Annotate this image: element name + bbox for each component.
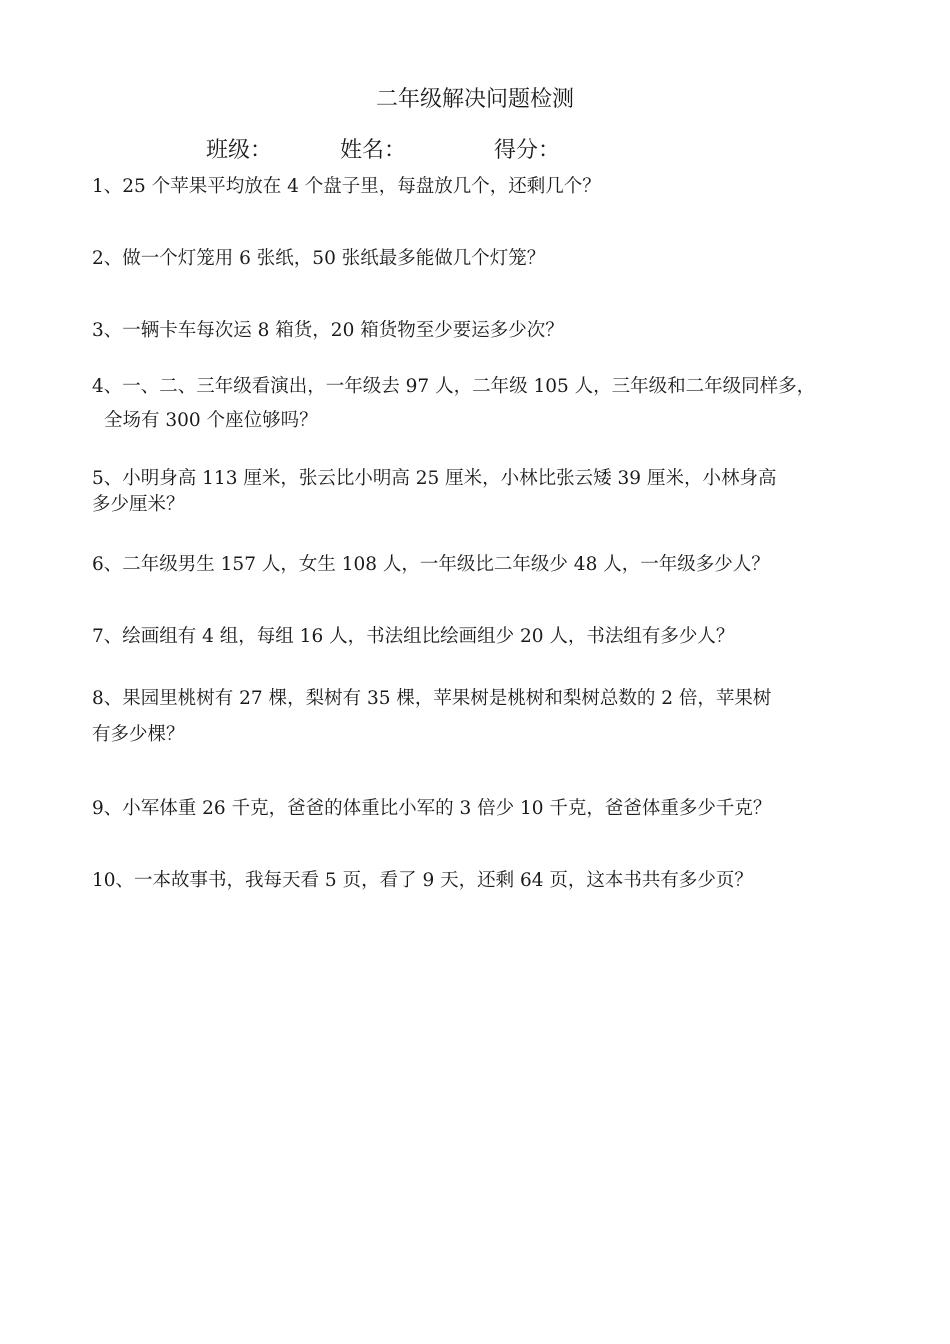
question-9-text: 9、小军体重 26 千克，爸爸的体重比小军的 3 倍少 10 千克，爸爸体重多少千克？	[92, 798, 772, 819]
question-10-text: 10、一本故事书，我每天看 5 页，看了 9 天，还剩 64 页，这本书共有多少页？	[92, 870, 753, 891]
question-8-line-2: 有多少棵？	[92, 724, 185, 745]
question-4	[92, 370, 878, 438]
question-8	[92, 686, 878, 748]
class-label: 班级：	[206, 138, 273, 163]
student-info-row	[0, 136, 950, 166]
question-9	[92, 796, 878, 822]
name-label: 姓名：	[340, 138, 407, 163]
question-10	[92, 868, 878, 894]
question-5-line-2: 多少厘米？	[92, 494, 185, 515]
question-1	[92, 174, 878, 200]
question-2-text: 2、做一个灯笼用 6 张纸，50 张纸最多能做几个灯笼？	[92, 248, 546, 269]
question-3-text: 3、一辆卡车每次运 8 箱货，20 箱货物至少要运多少次？	[92, 320, 564, 341]
question-1-text: 1、25 个苹果平均放在 4 个盘子里，每盘放几个，还剩几个？	[92, 176, 601, 197]
question-7-text: 7、绘画组有 4 组，每组 16 人，书法组比绘画组少 20 人，书法组有多少人？	[92, 626, 735, 647]
question-2	[92, 246, 878, 272]
page-title: 二年级解决问题检测	[375, 87, 574, 112]
question-4-line-2: 全场有 300 个座位够吗？	[104, 410, 318, 431]
question-4-line-1: 4、一、二、三年级看演出，一年级去 97 人，二年级 105 人，三年级和二年级同样多，	[92, 376, 816, 397]
score-label: 得分：	[494, 138, 561, 163]
question-5	[92, 466, 878, 518]
question-5-line-1: 5、小明身高 113 厘米，张云比小明高 25 厘米，小林比张云矮 39 厘米，小林身高	[92, 468, 777, 489]
question-6	[92, 552, 878, 578]
question-6-text: 6、二年级男生 157 人，女生 108 人，一年级比二年级少 48 人，一年级多少人？	[92, 554, 770, 575]
question-3	[92, 318, 878, 344]
question-7	[92, 624, 878, 650]
question-8-line-1: 8、果园里桃树有 27 棵，梨树有 35 棵，苹果树是桃树和梨树总数的 2 倍，苹果树	[92, 688, 772, 709]
